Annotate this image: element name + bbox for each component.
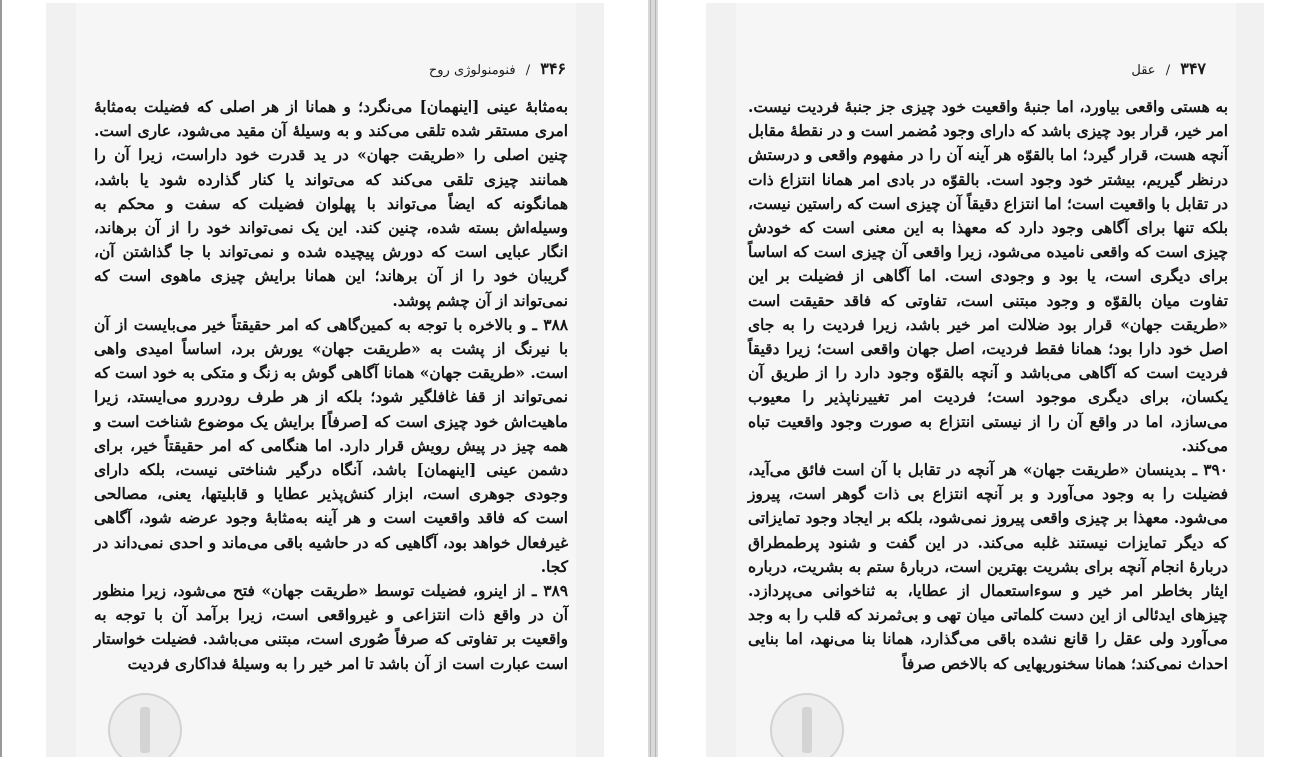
running-header [76, 59, 576, 85]
chapter-title: عقل [1131, 63, 1156, 78]
paragraph: به هستی واقعی بیاورد، اما جنبهٔ واقعیت خود چیزی جز جنبهٔ فردیت نیست. امر خیر، قرار بود چیزی باشد که دارای وجود مُضمر است و در نقطهٔ مقابل آنچه هست، قرار گیرد؛ اما بالقوّه هر آینه آن را در مفهوم واقعی و درستش درنظر گیریم، بیشتر خود وجود است. بالقوّه در بادی امر همانا انتزاع ذات در تقابل با واقعیت است؛ اما انتزاع دقیقاً آن چیزی است که راستین نیست، بلکه تنها برای آگاهی وجود دارد که معهذا به این معنی است که خودش چیزی است که واقعی نامیده می‌شود، زیرا واقعی آن چیزی است که اساساً برای دیگری است، یا بود و وجودی است. اما آگاهی از فضیلت بر این تفاوت میان بالقوّه و وجود مبتنی است، تفاوتی که فاقد حقیقت است «طریقت جهان» قرار بود ضلالت امر خیر باشد، زیرا فردیت را به جای اصل خود دارا بود؛ همانا فقط فردیت، اصل جهان واقعی است؛ زیرا دقیقاً فردیت است که آگاهی می‌باشد و آنچه بالقوّه وجود دارد را از طریق آن یکسان، برای دیگری موجود است؛ فردیت امر تغییرناپذیر را معیوب می‌سازد، اما در واقع آن را از نیستی انتزاع به صورت وجود واقعیت تباه می‌کند. [748, 98, 1228, 455]
page-number: ۳۴۷ [1180, 59, 1206, 78]
header-separator: / [1165, 63, 1171, 78]
running-header [736, 59, 1236, 85]
book-title: فنومنولوژی روح [428, 63, 516, 78]
paragraph: ۳۸۹ ـ از اینرو، فضیلت توسط «طریقت جهان» فتح می‌شود، زیرا منظور آن در واقع ذات انتزاعی و غیرواقعی است، زیرا برآمد آن با توجه به واقعیت بر تفاوتی که صرفاً صُوری است، مبتنی می‌باشد. فضیلت خواستار است عبارت است از آن باشد تا امر خیر را به وسیلهٔ فداکاری فردیت [94, 582, 568, 673]
book-page-left [46, 3, 604, 757]
paragraph: ۳۸۸ ـ و بالاخره با توجه به کمین‌گاهی که امر حقیقتاً خیر می‌بایست از آن با نیرنگ از پشت به «طریقت جهان» یورش برد، اساساً امیدی واهی است. «طریقت جهان» همانا آگاهی گوش به زنگ و متکی به خود است که نمی‌تواند از قفا غافلگیر شود؛ بلکه از هر طرف رودررو می‌ایستد، زیرا ماهیت‌اش خود چیزی است که [صرفاً] برایش یک موضوع شناخت است و همه چیز در پیش رویش قرار دارد. اما هنگامی که امر حقیقتاً خیر، برای دشمن عینی [اینهمان] باشد، آنگاه درگیر شناختی نیست، بلکه دارای وجودی جوهری است، ابزار کنش‌پذیر عطایا و قابلیتها، یعنی، مصالحی است که فاقد واقعیت است و هر آینه به‌مثابهٔ وجود عرضه شود، آگاهی غیرفعال خواهد بود، آگاهیی که در حاشیه باقی می‌ماند و احدی نمی‌داند در کجا. [94, 315, 568, 576]
viewer-left-border [0, 0, 2, 757]
paragraph: ۳۹۰ ـ بدینسان «طریقت جهان» هر آنچه در تقابل با آن است فائق می‌آید، فضیلت را به وجود می‌آورد و بر آنچه انتزاع بی ذات گوهر است، پیروز می‌شود. معهذا بر چیزی واقعی پیروز نمی‌شود، بلکه بر ایجاد وجود تمایزاتی که دیگر تمایزات نیستند غلبه می‌کند. در این گفت و شنود پرطمطراق دربارهٔ انجام آنچه برای بشریت بهترین است، دربارهٔ ستم به بشریت، درباره ایثار بخاطر امر خیر و سوءاستعمال از عطایا، به ثناخوانی می‌پردازد. چیزهای ایدئالی از این دست کلماتی میان تهی و بی‌ثمرند که قلب را به وجد می‌آورد ولی عقل را قانع نشده باقی می‌گذارد، همانا بنا می‌نهد، اما بنایی احداث نمی‌کند؛ همانا سخنوریهایی که بالاخص صرفاً [748, 461, 1228, 673]
page-spread-divider [648, 0, 658, 757]
page-body-text [736, 95, 1236, 676]
library-stamp [770, 693, 844, 757]
paragraph: به‌مثابهٔ عینی [اینهمان] می‌نگرد؛ و همانا از هر اصلی که فضیلت به‌مثابهٔ امری مستقر شده تلقی می‌کند و به وسیلهٔ آن مقید می‌شود، عاری است. چنین اصلی را «طریقت جهان» در ید قدرت خود داراست، زیرا آن را همانند چیزی تلقی می‌کند که می‌تواند یا کنار گذارده شود یا باشد، همانگونه که ایضاً می‌تواند با پهلوان فضیلت که سفت و محکم به وسیله‌اش بسته شده، چنین کند. این یک نمی‌تواند خود را از آن برهاند، انگار عبایی است که دورش پیچیده شده و نمی‌تواند با جا گذاشتن آن، گریبان خود را از آن برهاند؛ این همانا برایش چیزی ماهوی است که نمی‌تواند از آن چشم پوشد. [94, 98, 568, 310]
page-number: ۳۴۶ [540, 59, 566, 78]
page-body-text [76, 95, 576, 676]
page-content-area [736, 3, 1236, 757]
book-page-right [706, 3, 1264, 757]
page-content-area [76, 3, 576, 757]
library-stamp [108, 693, 182, 757]
header-separator: / [525, 63, 531, 78]
